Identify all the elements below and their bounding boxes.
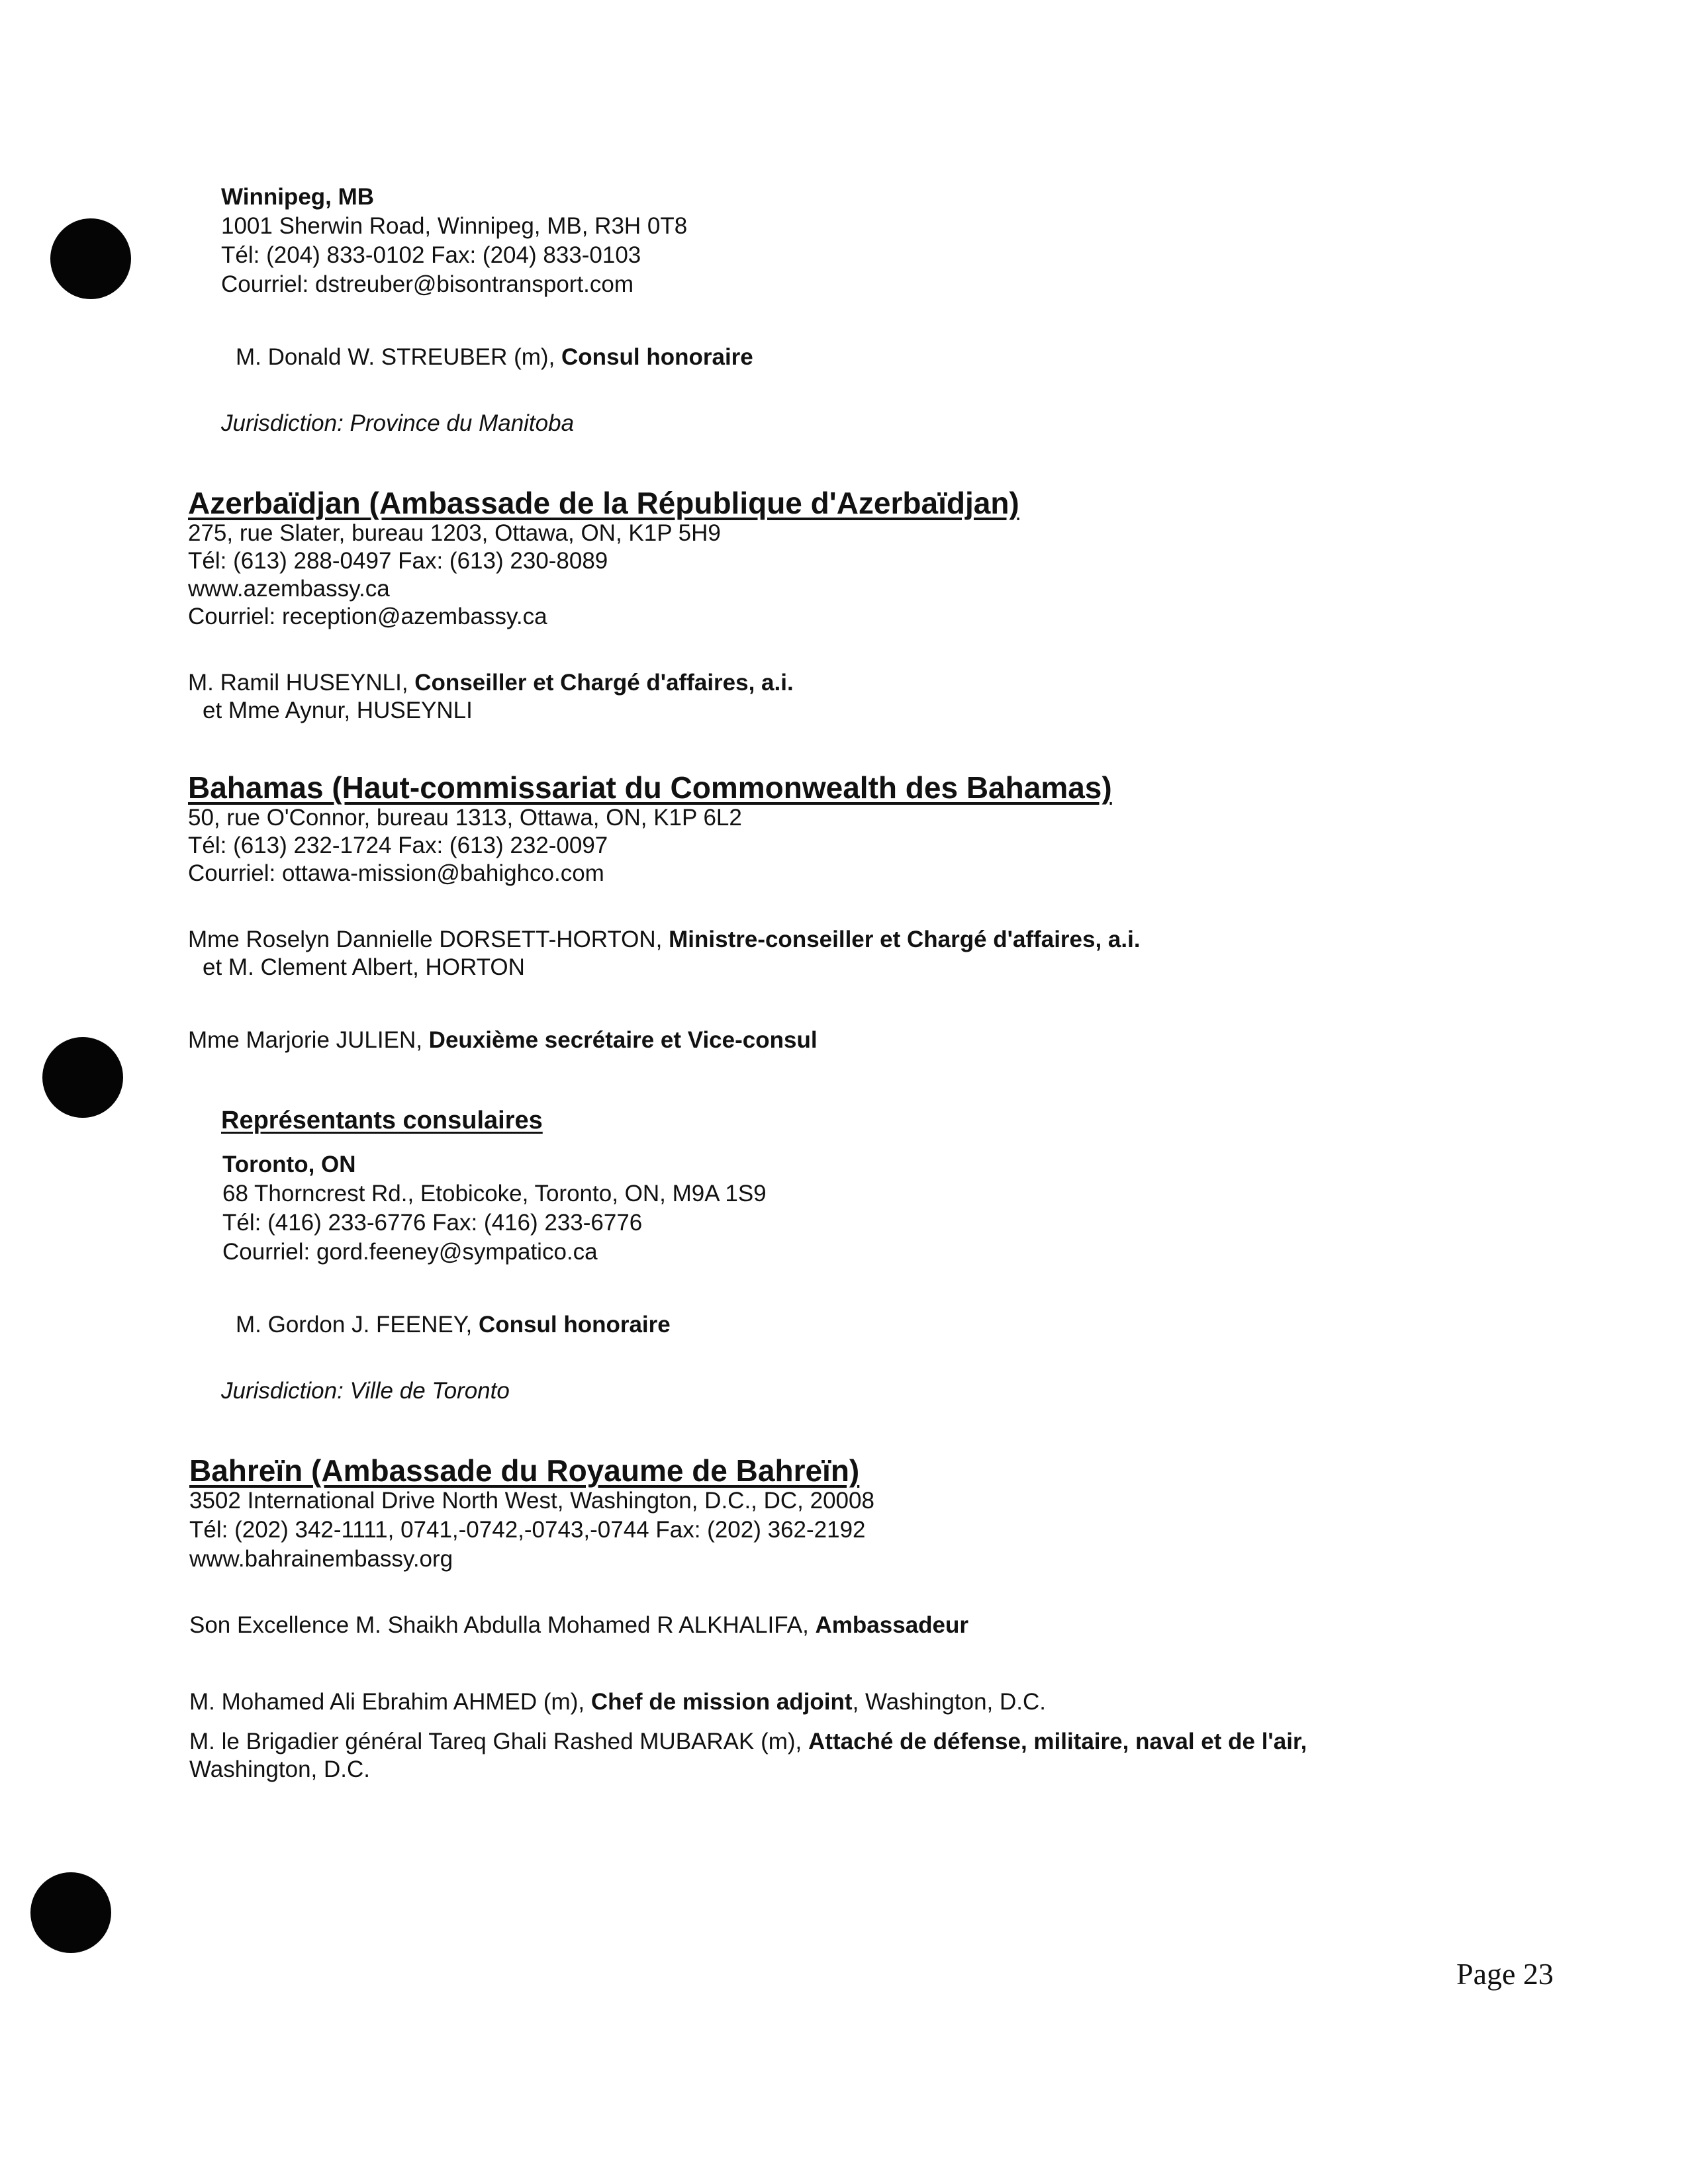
- email: Courriel: gord.feeney@sympatico.ca: [222, 1239, 598, 1265]
- person-title: Consul honoraire: [561, 344, 753, 370]
- person-location: Washington, D.C.: [189, 1756, 370, 1782]
- address: 275, rue Slater, bureau 1203, Ottawa, ON, K1P 5H9: [188, 520, 721, 546]
- country-heading: Bahamas (Haut-commissariat du Commonwealth des Bahamas): [188, 770, 1112, 805]
- phone-fax: Tél: (613) 232-1724 Fax: (613) 232-0097: [188, 833, 608, 858]
- person-entry: [236, 343, 753, 372]
- address: 68 Thorncrest Rd., Etobicoke, Toronto, ON, M9A 1S9: [222, 1181, 767, 1206]
- person-title: Conseiller et Chargé d'affaires, a.i.: [414, 670, 794, 696]
- person-title: Ambassadeur: [815, 1612, 968, 1638]
- person-entry: [189, 1611, 968, 1640]
- phone-fax: Tél: (613) 288-0497 Fax: (613) 230-8089: [188, 548, 608, 574]
- spouse: et M. Clement Albert, HORTON: [203, 954, 525, 980]
- phone-fax: Tél: (202) 342-1111, 0741,-0742,-0743,-0744 Fax: (202) 362-2192: [189, 1517, 866, 1543]
- person-entry: [236, 1310, 671, 1340]
- punch-hole-middle: [42, 1037, 123, 1118]
- person-title: Chef de mission adjoint: [590, 1689, 853, 1715]
- city-heading: Winnipeg, MB: [221, 184, 375, 210]
- punch-hole-bottom: [30, 1872, 111, 1953]
- website: www.bahrainembassy.org: [189, 1546, 453, 1572]
- person-name: Mme Marjorie JULIEN,: [188, 1027, 429, 1053]
- phone-fax: Tél: (204) 833-0102 Fax: (204) 833-0103: [221, 242, 641, 268]
- address: 50, rue O'Connor, bureau 1313, Ottawa, ON, K1P 6L2: [188, 805, 742, 831]
- person-entry: [189, 1727, 1307, 1756]
- person-name: M. Gordon J. FEENEY,: [236, 1312, 479, 1338]
- phone-fax: Tél: (416) 233-6776 Fax: (416) 233-6776: [222, 1210, 643, 1236]
- email: Courriel: reception@azembassy.ca: [188, 604, 547, 629]
- person-name: M. le Brigadier général Tareq Ghali Rashed MUBARAK (m),: [189, 1729, 809, 1754]
- person-entry: [188, 925, 1141, 954]
- website: www.azembassy.ca: [188, 576, 390, 602]
- person-title: Deuxième secrétaire et Vice-consul: [428, 1027, 818, 1053]
- person-entry: [188, 1026, 818, 1055]
- jurisdiction: Jurisdiction: Province du Manitoba: [221, 410, 575, 436]
- page-number: Page 23: [1456, 1957, 1554, 1991]
- country-heading: Bahreïn (Ambassade du Royaume de Bahreïn): [189, 1453, 860, 1488]
- city-heading: Toronto, ON: [222, 1152, 356, 1177]
- email: Courriel: ottawa-mission@bahighco.com: [188, 860, 604, 886]
- person-entry: [189, 1688, 1046, 1717]
- person-title: Consul honoraire: [479, 1312, 671, 1338]
- spouse: et Mme Aynur, HUSEYNLI: [203, 698, 473, 723]
- person-name: Mme Roselyn Dannielle DORSETT-HORTON,: [188, 927, 669, 952]
- address: 3502 International Drive North West, Washington, D.C., DC, 20008: [189, 1488, 874, 1514]
- person-title: Attaché de défense, militaire, naval et de l'air,: [808, 1729, 1307, 1754]
- jurisdiction: Jurisdiction: Ville de Toronto: [221, 1378, 510, 1404]
- person-location: , Washington, D.C.: [852, 1689, 1047, 1715]
- person-entry: [188, 668, 794, 698]
- person-name: M. Donald W. STREUBER (m),: [236, 344, 562, 370]
- country-heading: Azerbaïdjan (Ambassade de la République d'Azerbaïdjan): [188, 486, 1019, 520]
- consular-representatives-heading: Représentants consulaires: [221, 1107, 543, 1134]
- person-name: Son Excellence M. Shaikh Abdulla Mohamed R ALKHALIFA,: [189, 1612, 816, 1638]
- person-title: Ministre-conseiller et Chargé d'affaires, a.i.: [669, 927, 1141, 952]
- person-name: M. Mohamed Ali Ebrahim AHMED (m),: [189, 1689, 591, 1715]
- address: 1001 Sherwin Road, Winnipeg, MB, R3H 0T8: [221, 213, 688, 239]
- punch-hole-top: [50, 218, 131, 299]
- person-name: M. Ramil HUSEYNLI,: [188, 670, 415, 696]
- email: Courriel: dstreuber@bisontransport.com: [221, 271, 634, 297]
